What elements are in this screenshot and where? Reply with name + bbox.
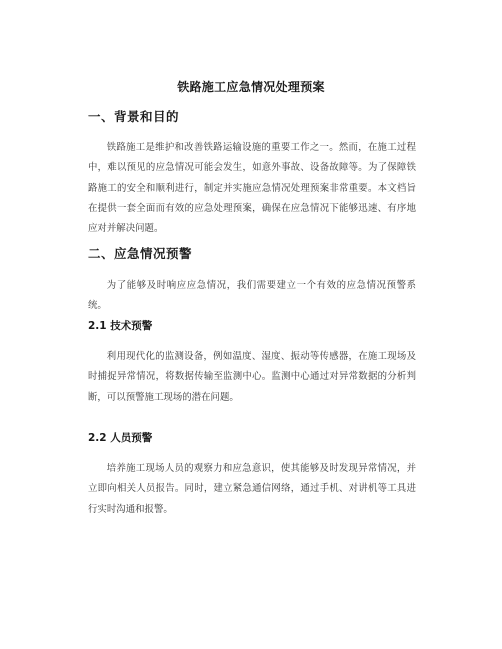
document-title: 铁路施工应急情况处理预案: [177, 80, 325, 94]
section-heading-emergency-warning: 二、应急情况预警: [88, 246, 193, 261]
paragraph-background: 铁路施工是维护和改善铁路运输设施的重要工作之一。然而，在施工过程中，难以预见的应急情况可能会发生，如意外事故、设备故障等。为了保障铁路施工的安全和顺利进行，制定并实施应急情况处理预案非常重要。本文档旨在提供一套全面而有效的应急处理预案，确保在应急情况下能够迅速、有序地应对并解决问题。: [88, 142, 416, 235]
subsection-heading-technical-warning: 2.1 技术预警: [88, 320, 153, 332]
subsection-heading-personnel-warning: 2.2 人员预警: [88, 432, 153, 444]
paragraph-personnel-warning: 培养施工现场人员的观察力和应急意识，使其能够及时发现异常情况，并立即向相关人员报告。同时，建立紧急通信网络，通过手机、对讲机等工具进行实时沟通和报警。: [88, 463, 416, 515]
paragraph-warning-intro: 为了能够及时响应应急情况，我们需要建立一个有效的应急情况预警系统。: [88, 280, 416, 312]
paragraph-technical-warning: 利用现代化的监测设备，例如温度、湿度、振动等传感器，在施工现场及时捕捉异常情况，将数据传输至监测中心。监测中心通过对异常数据的分析判断，可以预警施工现场的潜在问题。: [88, 351, 416, 403]
section-heading-background: 一、背景和目的: [88, 109, 180, 124]
